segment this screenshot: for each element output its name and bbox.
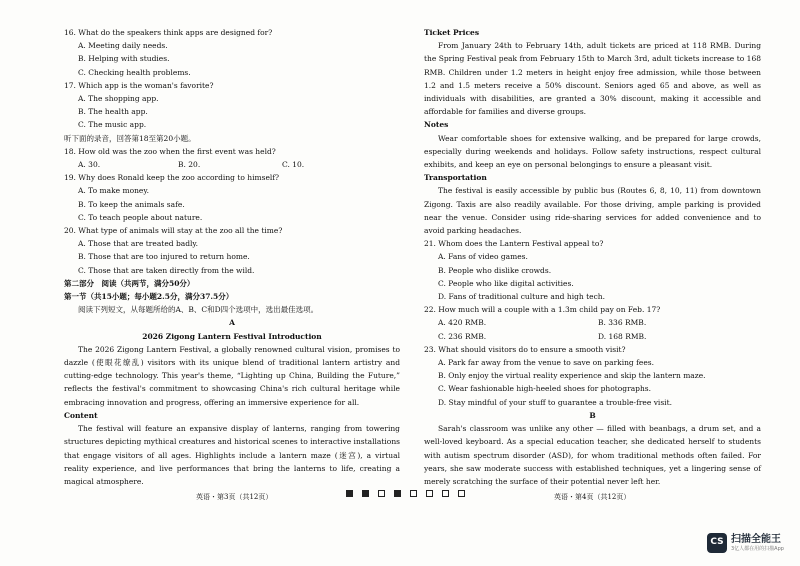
- option: D. Fans of traditional culture and high tech.: [438, 292, 605, 302]
- question-23: 23. What should visitors do to ensure a smooth visit?: [424, 344, 626, 354]
- option: B. 20.: [178, 160, 201, 170]
- question-19: 19. Why does Ronald keep the zoo according to himself?: [64, 173, 280, 183]
- empty-square-mark: [458, 490, 465, 497]
- passage-letter: A: [229, 318, 235, 328]
- option: B. Those that are too injured to return home.: [78, 252, 250, 262]
- filled-square-mark: [346, 490, 353, 497]
- section-heading: Content: [64, 410, 98, 420]
- reading-instruction: 阅读下列短文，从每题所给的A、B、C和D四个选项中，选出最佳选项。: [78, 305, 319, 315]
- section-heading: Notes: [424, 120, 449, 130]
- option: A. The shopping app.: [78, 94, 159, 104]
- section-heading: Transportation: [424, 173, 487, 183]
- question-21: 21. Whom does the Lantern Festival appeal to?: [424, 239, 604, 249]
- option: B. Helping with studies.: [78, 54, 170, 64]
- option: C. Checking health problems.: [78, 67, 191, 77]
- question-22: 22. How much will a couple with a 1.3m child pay on Feb. 17?: [424, 305, 661, 315]
- empty-square-mark: [378, 490, 385, 497]
- section-heading: Ticket Prices: [424, 28, 480, 37]
- empty-square-mark: [426, 490, 433, 497]
- question-20: 20. What type of animals will stay at the zoo all the time?: [64, 226, 283, 236]
- empty-square-mark: [410, 490, 417, 497]
- option: B. People who dislike crowds.: [438, 265, 552, 275]
- section-heading: 第一节（共15小题；每小题2.5分，满分37.5分）: [64, 292, 234, 302]
- listening-instruction: 听下面的录音，回答第18至第20小题。: [64, 133, 196, 143]
- option: A. Fans of video games.: [438, 252, 528, 262]
- watermark-title: 扫描全能王: [731, 533, 781, 545]
- option: A. Those that are treated badly.: [78, 239, 199, 249]
- option: B. Only enjoy the virtual reality experience and skip the lantern maze.: [438, 371, 706, 381]
- passage-paragraph: The festival is easily accessible by public bus (Routes 6, 8, 10, 11) from downtown Zigong. Taxis are also readily available. For those driving, ample parking is provided near the venue. Consider using ride-sharing services for added convenience and to avoid parking headaches.: [424, 186, 761, 236]
- passage-paragraph: The festival will feature an expansive display of lanterns, ranging from towering structures depicting mythical creatures and historical scenes to interactive installations that engage visitors of all ages. Highlights include a lantern maze (迷宫), a virtual reality experience, and live performances that bring the lanterns to life, creating a magical atmosphere.: [64, 424, 400, 486]
- option: C. People who like digital activities.: [438, 278, 574, 288]
- question-18: 18. How old was the zoo when the first event was held?: [64, 146, 276, 156]
- option: D. 168 RMB.: [598, 331, 647, 341]
- option: A. Park far away from the venue to save on parking fees.: [438, 358, 655, 368]
- option: A. Meeting daily needs.: [78, 41, 168, 51]
- passage-paragraph: Sarah's classroom was unlike any other — filled with beanbags, a drum set, and a well-loved keyboard. As a special education teacher, she dedicated herself to students with autism spectrum disorder (ASD), for whom traditional methods often failed. For years, she saw moderate success with established techniques, yet a lingering sense of merely scratching the surface of their potential never left her.: [424, 424, 761, 486]
- option: A. 30.: [78, 160, 101, 170]
- option: C. Those that are taken directly from the wild.: [78, 265, 255, 275]
- passage-letter: B: [589, 410, 596, 420]
- option: D. Stay mindful of your stuff to guarantee a trouble-free visit.: [438, 397, 672, 407]
- option: C. The music app.: [78, 120, 147, 130]
- options-row: [438, 316, 761, 329]
- option: B. 336 RMB.: [598, 318, 647, 328]
- left-column: [64, 26, 400, 488]
- option: C. 236 RMB.: [438, 331, 487, 341]
- question-17: 17. Which app is the woman's favorite?: [64, 80, 214, 90]
- scanner-watermark: [707, 531, 784, 555]
- right-column: [424, 26, 761, 488]
- passage-paragraph: The 2026 Zigong Lantern Festival, a globally renowned cultural vision, promises to dazzle (使眼花缭乱) visitors with its unique blend of traditional lantern artistry and cutting-edge technology. This year's theme, “Lighting up China, Building the Future,” reflects the festival's commitment to showcasing China's rich cultural heritage while embracing innovation and progress, offering an immersive experience for all.: [64, 344, 400, 407]
- passage-title: 2026 Zigong Lantern Festival Introduction: [142, 331, 322, 341]
- scanner-logo-icon: CS: [707, 533, 727, 553]
- question-16: 16. What do the speakers think apps are designed for?: [64, 28, 273, 37]
- option: A. 420 RMB.: [438, 318, 487, 328]
- options-row: [438, 330, 761, 343]
- option: C. 10.: [282, 160, 305, 170]
- option: C. To teach people about nature.: [78, 212, 203, 222]
- filled-square-mark: [394, 490, 401, 497]
- part-heading: 第二部分 阅读（共两节，满分50分）: [64, 278, 195, 288]
- filled-square-mark: [362, 490, 369, 497]
- page-footer-left: 英语・第3页（共12页）: [196, 493, 273, 501]
- option: C. Wear fashionable high-heeled shoes for photographs.: [438, 384, 652, 394]
- page-footer-right: 英语・第4页（共12页）: [554, 493, 631, 501]
- options-row: [78, 158, 400, 171]
- passage-paragraph: From January 24th to February 14th, adult tickets are priced at 118 RMB. During the Spring Festival peak from February 15th to March 3rd, adult tickets increase to 168 RMB. Children under 1.2 meters in height enjoy free admission, while those between 1.2 and 1.5 meters receive a 50% discount. Seniors aged 65 and above, as well as individuals with disabilities, are granted a 30% discount, making it accessible and affordable for families and diverse groups.: [424, 41, 761, 117]
- option: B. To keep the animals safe.: [78, 199, 185, 209]
- watermark-subtitle: 3亿人都在用的扫描App: [731, 545, 784, 552]
- option: B. The health app.: [78, 107, 148, 117]
- passage-paragraph: Wear comfortable shoes for extensive walking, and be prepared for large crowds, especially during weekends and holidays. Follow safety instructions, respect cultural exhibits, and keep an eye on personal belongings to ensure a pleasant visit.: [424, 133, 761, 170]
- option: A. To make money.: [78, 186, 149, 196]
- empty-square-mark: [442, 490, 449, 497]
